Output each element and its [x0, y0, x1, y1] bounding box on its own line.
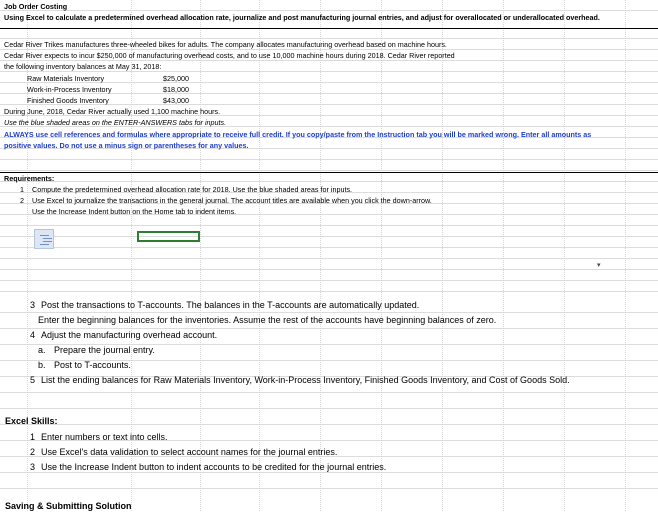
inventory-label-fg: Finished Goods Inventory: [27, 96, 109, 105]
requirement-text-4a: Prepare the journal entry.: [54, 345, 155, 355]
requirement-num-4b: b.: [38, 360, 46, 370]
note-june: During June, 2018, Cedar River actually used 1,100 machine hours.: [4, 107, 221, 116]
requirement-num-4: 4: [30, 330, 36, 340]
inventory-label-raw: Raw Materials Inventory: [27, 74, 105, 83]
requirement-text-4b: Post to T-accounts.: [54, 360, 131, 370]
requirement-text-1: Compute the predetermined overhead allocation rate for 2018. Use the blue shaded areas for inputs.: [32, 185, 353, 194]
skill-num-2: 2: [30, 447, 36, 457]
skill-num-1: 1: [30, 432, 36, 442]
requirement-text-2: Use Excel to journalize the transactions in the general journal. The account titles are available when you click the down-arrow.: [32, 196, 432, 205]
inventory-value-raw: $25,000: [163, 74, 189, 83]
dropdown-arrow-icon[interactable]: ▾: [597, 262, 601, 269]
inventory-value-fg: $43,000: [163, 96, 189, 105]
saving-heading: Saving & Submitting Solution: [5, 501, 132, 511]
intro-line-3: the following inventory balances at May 31, 2018:: [4, 62, 162, 71]
requirement-num-5: 5: [30, 375, 36, 385]
requirements-heading: Requirements:: [4, 174, 55, 183]
note-always-2: positive values. Do not use a minus sign or parentheses for any values.: [4, 141, 249, 150]
requirement-text-2b: Use the Increase Indent button on the Home tab to indent items.: [32, 207, 237, 216]
sheet-title: Job Order Costing: [4, 2, 68, 11]
increase-indent-icon: [34, 229, 54, 249]
requirement-text-4: Adjust the manufacturing overhead account.: [41, 330, 218, 340]
skill-text-3: Use the Increase Indent button to indent accounts to be credited for the journal entries.: [41, 462, 387, 472]
intro-line-1: Cedar River Trikes manufactures three-wheeled bikes for adults. The company allocates manufacturing overhead based on machine hours.: [4, 40, 447, 49]
requirement-text-3: Post the transactions to T-accounts. The balances in the T-accounts are automatically updated.: [41, 300, 420, 310]
note-blue-areas: Use the blue shaded areas on the ENTER-ANSWERS tabs for inputs.: [4, 118, 227, 127]
requirement-text-3b: Enter the beginning balances for the inventories. Assume the rest of the accounts have beginning balances of zero.: [38, 315, 497, 325]
skills-heading: Excel Skills:: [5, 416, 58, 426]
skill-text-1: Enter numbers or text into cells.: [41, 432, 168, 442]
sheet-subtitle: Using Excel to calculate a predetermined overhead allocation rate, journalize and post manufacturing journal entries, and adjust for overallocated or underallocated overhead.: [4, 13, 600, 22]
requirement-num-2: 2: [20, 196, 24, 205]
inventory-label-wip: Work-in-Process Inventory: [27, 85, 112, 94]
requirement-num-4a: a.: [38, 345, 46, 355]
skill-text-2: Use Excel's data validation to select account names for the journal entries.: [41, 447, 338, 457]
requirement-num-1: 1: [20, 185, 24, 194]
requirement-num-3: 3: [30, 300, 36, 310]
requirement-text-5: List the ending balances for Raw Materials Inventory, Work-in-Process Inventory, Finished Goods Inventory, and Cost of Goods Sold.: [41, 375, 570, 385]
selected-cell[interactable]: [137, 231, 200, 242]
note-always-1: ALWAYS use cell references and formulas where appropriate to receive full credit. If you copy/paste from the Instruction tab you will be marked wrong. Enter all amounts as: [4, 130, 592, 139]
intro-line-2: Cedar River expects to incur $250,000 of manufacturing overhead costs, and to use 10,000 machine hours during 2018. Cedar River reported: [4, 51, 455, 60]
inventory-value-wip: $18,000: [163, 85, 189, 94]
skill-num-3: 3: [30, 462, 36, 472]
